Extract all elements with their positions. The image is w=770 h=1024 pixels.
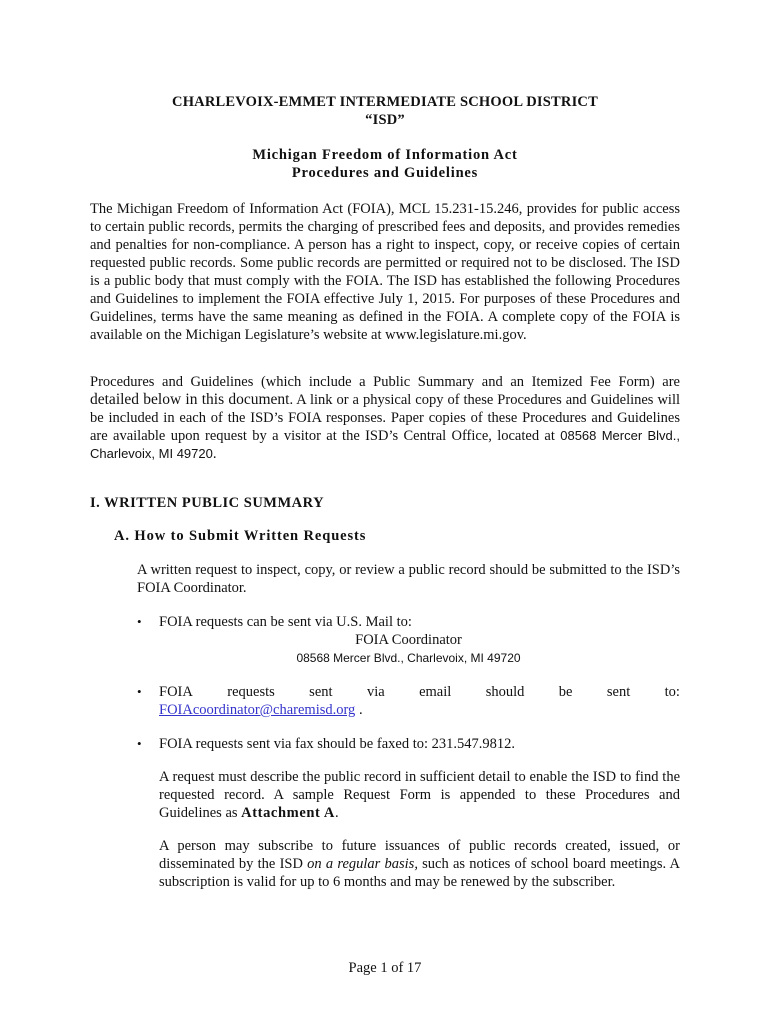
list-item-email — [137, 683, 680, 719]
intro-p2-part1: Procedures and Guidelines (which include a Public Summary and an Itemized Fee Form) are — [90, 374, 680, 390]
intro-p2-detailed: detailed below in this document — [90, 391, 290, 408]
intro-paragraph-2 — [90, 373, 680, 463]
mail-recipient: FOIA Coordinator — [355, 632, 462, 648]
email-word: be — [558, 684, 573, 700]
doc-title-line2: Procedures and Guidelines — [291, 165, 479, 181]
intro-p2-part3: . A link or a physical copy of these Procedures and Guidelines will be included in each of the ISD’s FOIA responses. Paper copies of these Procedures and Guidelines are available upon request by a visitor at the ISD’s Central Office, located at — [90, 392, 680, 444]
email-word: should — [485, 684, 525, 700]
intro-p2-end: . — [212, 446, 217, 462]
email-word: requests — [227, 684, 275, 700]
subscription-paragraph — [159, 837, 680, 891]
subsection-heading-submit-requests: A. How to Submit Written Requests — [114, 528, 367, 544]
email-line — [159, 701, 680, 719]
bullet-icon: • — [137, 736, 142, 751]
email-word: to: — [664, 684, 680, 700]
bullet-icon: • — [137, 614, 142, 629]
email-word: sent — [606, 684, 631, 700]
org-abbreviation: “ISD” — [365, 112, 405, 128]
intro-p2-address: 08568 Mercer Blvd., Charlevoix, MI 49720 — [90, 428, 680, 461]
email-word: email — [419, 684, 452, 700]
foia-email-link[interactable]: FOIAcoordinator@charemisd.org — [159, 702, 356, 718]
subscribe-text-1: A person may subscribe to future issuances of public records created, issued, or disseminated by the ISD — [159, 838, 680, 872]
email-word: FOIA — [159, 684, 193, 700]
fax-instruction: FOIA requests sent via fax should be faxed to: 231.547.9812. — [159, 736, 516, 752]
document-title — [0, 146, 770, 182]
org-name: CHARLEVOIX-EMMET INTERMEDIATE SCHOOL DISTRICT — [172, 94, 598, 110]
intro-paragraph-1: The Michigan Freedom of Information Act (FOIA), MCL 15.231-15.246, provides for public access to certain public records, permits the charging of prescribed fees and deposits, and provides remedies and penalties for non-compliance. A person has a right to inspect, copy, or receive copies of certain requested public records. Some public records are permitted or required not to be disclosed. The ISD is a public body that must comply with the FOIA. The ISD has established the following Procedures and Guidelines to implement the FOIA effective July 1, 2015. For purposes of these Procedures and Guidelines, terms have the same meaning as defined in the FOIA. A complete copy of the FOIA is available on the Michigan Legislature’s website at www.legislature.mi.gov. — [90, 201, 680, 343]
list-item-fax — [137, 735, 680, 753]
subscribe-italic: on a regular basis, — [307, 856, 418, 872]
document-header-org — [0, 93, 770, 129]
bullet-icon: • — [137, 684, 142, 699]
mail-address: 08568 Mercer Blvd., Charlevoix, MI 49720 — [296, 651, 521, 665]
attachment-a-label: Attachment A — [241, 805, 335, 821]
email-instruction — [159, 683, 680, 701]
email-word: via — [366, 684, 385, 700]
subscribe-text-2: such as notices of school board meetings. A subscription is valid for up to 6 months and may be renewed by the subscriber. — [159, 856, 680, 890]
mail-instruction: FOIA requests can be sent via U.S. Mail to: — [159, 614, 412, 630]
section-heading-written-public-summary: I. WRITTEN PUBLIC SUMMARY — [90, 495, 325, 511]
request-end: . — [334, 805, 339, 821]
email-word: sent — [309, 684, 333, 700]
email-end: . — [355, 702, 363, 718]
request-text: A request must describe the public record in sufficient detail to enable the ISD to find the requested record. A sample Request Form is appended to these Procedures and Guidelines as — [159, 769, 680, 821]
list-item-mail — [137, 613, 680, 667]
page-number: Page 1 of 17 — [348, 960, 422, 976]
doc-title-line1: Michigan Freedom of Information Act — [252, 147, 518, 163]
request-description-paragraph — [159, 768, 680, 822]
submit-requests-intro: A written request to inspect, copy, or review a public record should be submitted to the ISD’s FOIA Coordinator. — [137, 562, 680, 596]
